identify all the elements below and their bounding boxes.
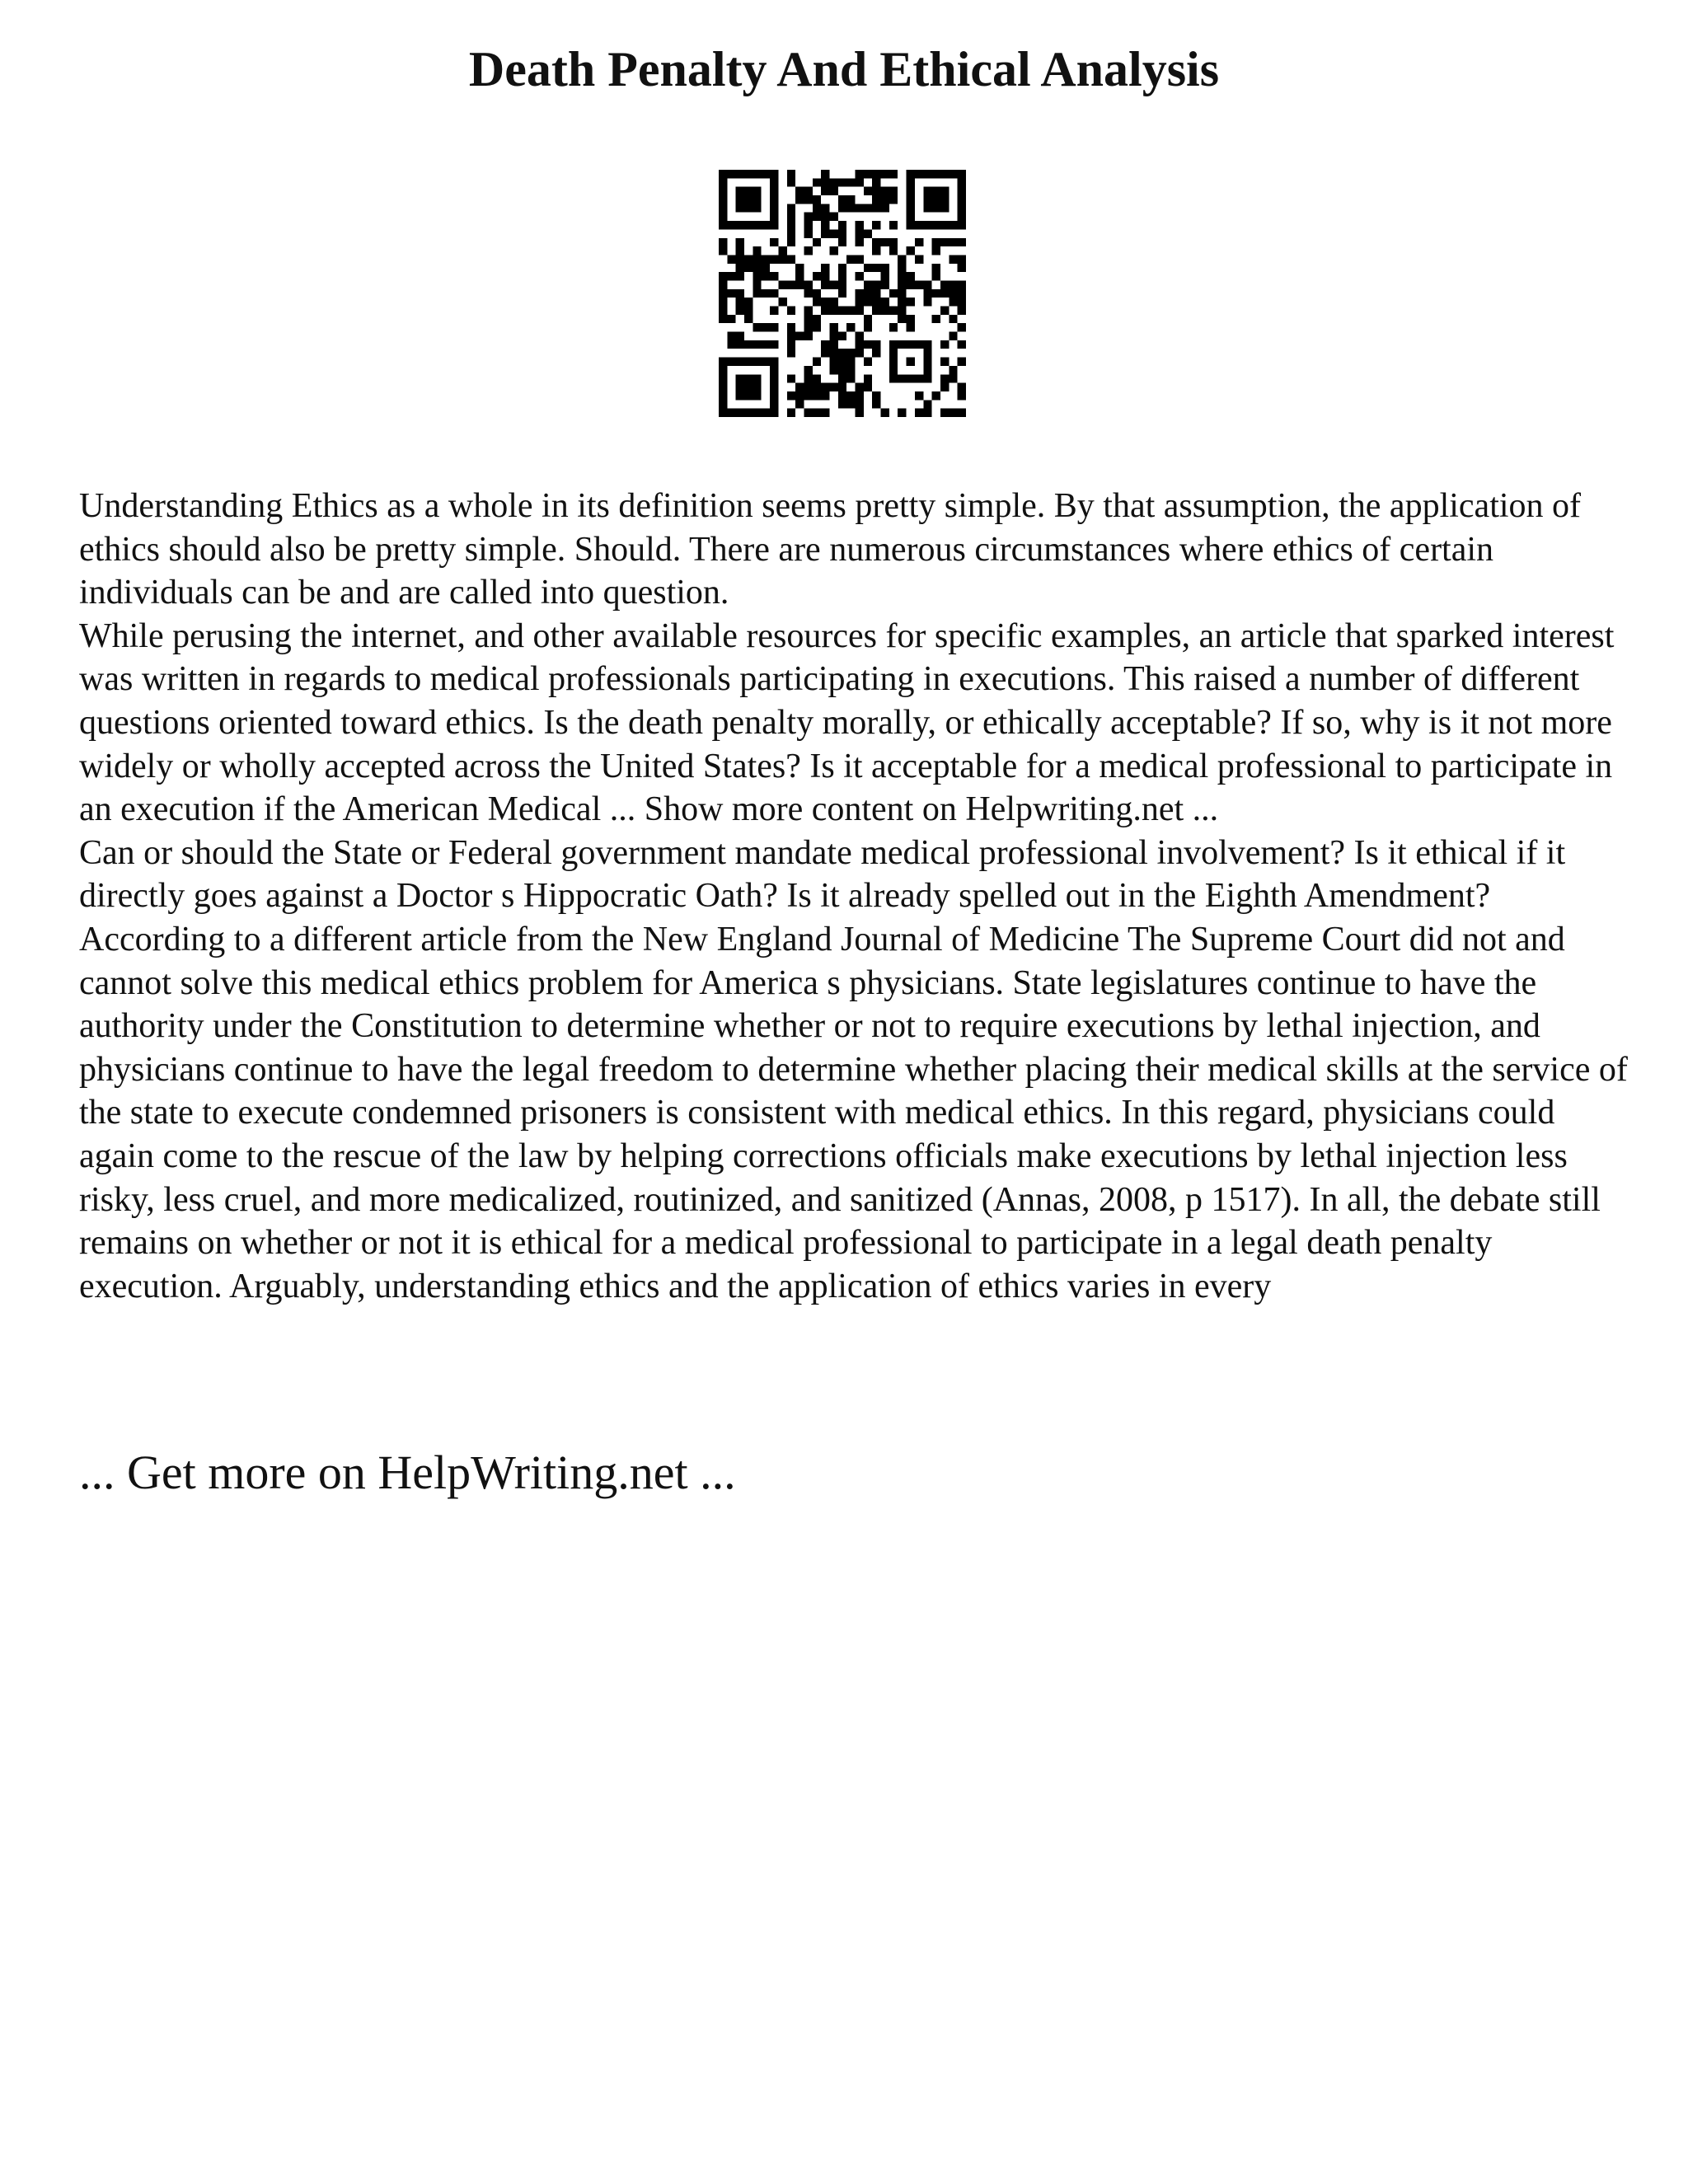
get-more-link[interactable]: ... Get more on HelpWriting.net ... — [79, 1446, 736, 1499]
article-body — [79, 485, 1629, 1308]
qr-code-icon — [719, 170, 966, 417]
paragraph-2: While perusing the internet, and other available resources for specific examples, an article that sparked interest was written in regards to medical professionals participating in executions. This raised a number of different questions oriented toward ethics. Is the death penalty morally, or ethically acceptable? If so, why is it not more widely or wholly accepted across the United States? Is it acceptable for a medical professional to participate in an execution if the American Medical ... Show more content on Helpwriting.net ... — [79, 616, 1615, 829]
page-title: Death Penalty And Ethical Analysis — [468, 42, 1220, 96]
paragraph-1: Understanding Ethics as a whole in its definition seems pretty simple. By that assumption, the application of ethics should also be pretty simple. Should. There are numerous circumstances where ethics of certain individuals can be and are called into question. — [79, 487, 1582, 612]
paragraph-3: Can or should the State or Federal government mandate medical professional involvement? Is it ethical if it directly goes against a Doctor s Hippocratic Oath? Is it already spelled out in the Eighth Amendment? According to a different article from the New England Journal of Medicine The Supreme Court did not and cannot solve this medical ethics problem for America s physicians. State legislatures continue to have the authority under the Constitution to determine whether or not to require executions by lethal injection, and physicians continue to have the legal freedom to determine whether placing their medical skills at the service of the state to execute condemned prisoners is consistent with medical ethics. In this regard, physicians could again come to the rescue of the law by helping corrections officials make executions by lethal injection less risky, less cruel, and more medicalized, routinized, and sanitized (Annas, 2008, p 1517). In all, the debate still remains on whether or not it is ethical for a medical professional to participate in a legal death penalty execution. Arguably, understanding ethics and the application of ethics varies in every — [79, 833, 1628, 1305]
